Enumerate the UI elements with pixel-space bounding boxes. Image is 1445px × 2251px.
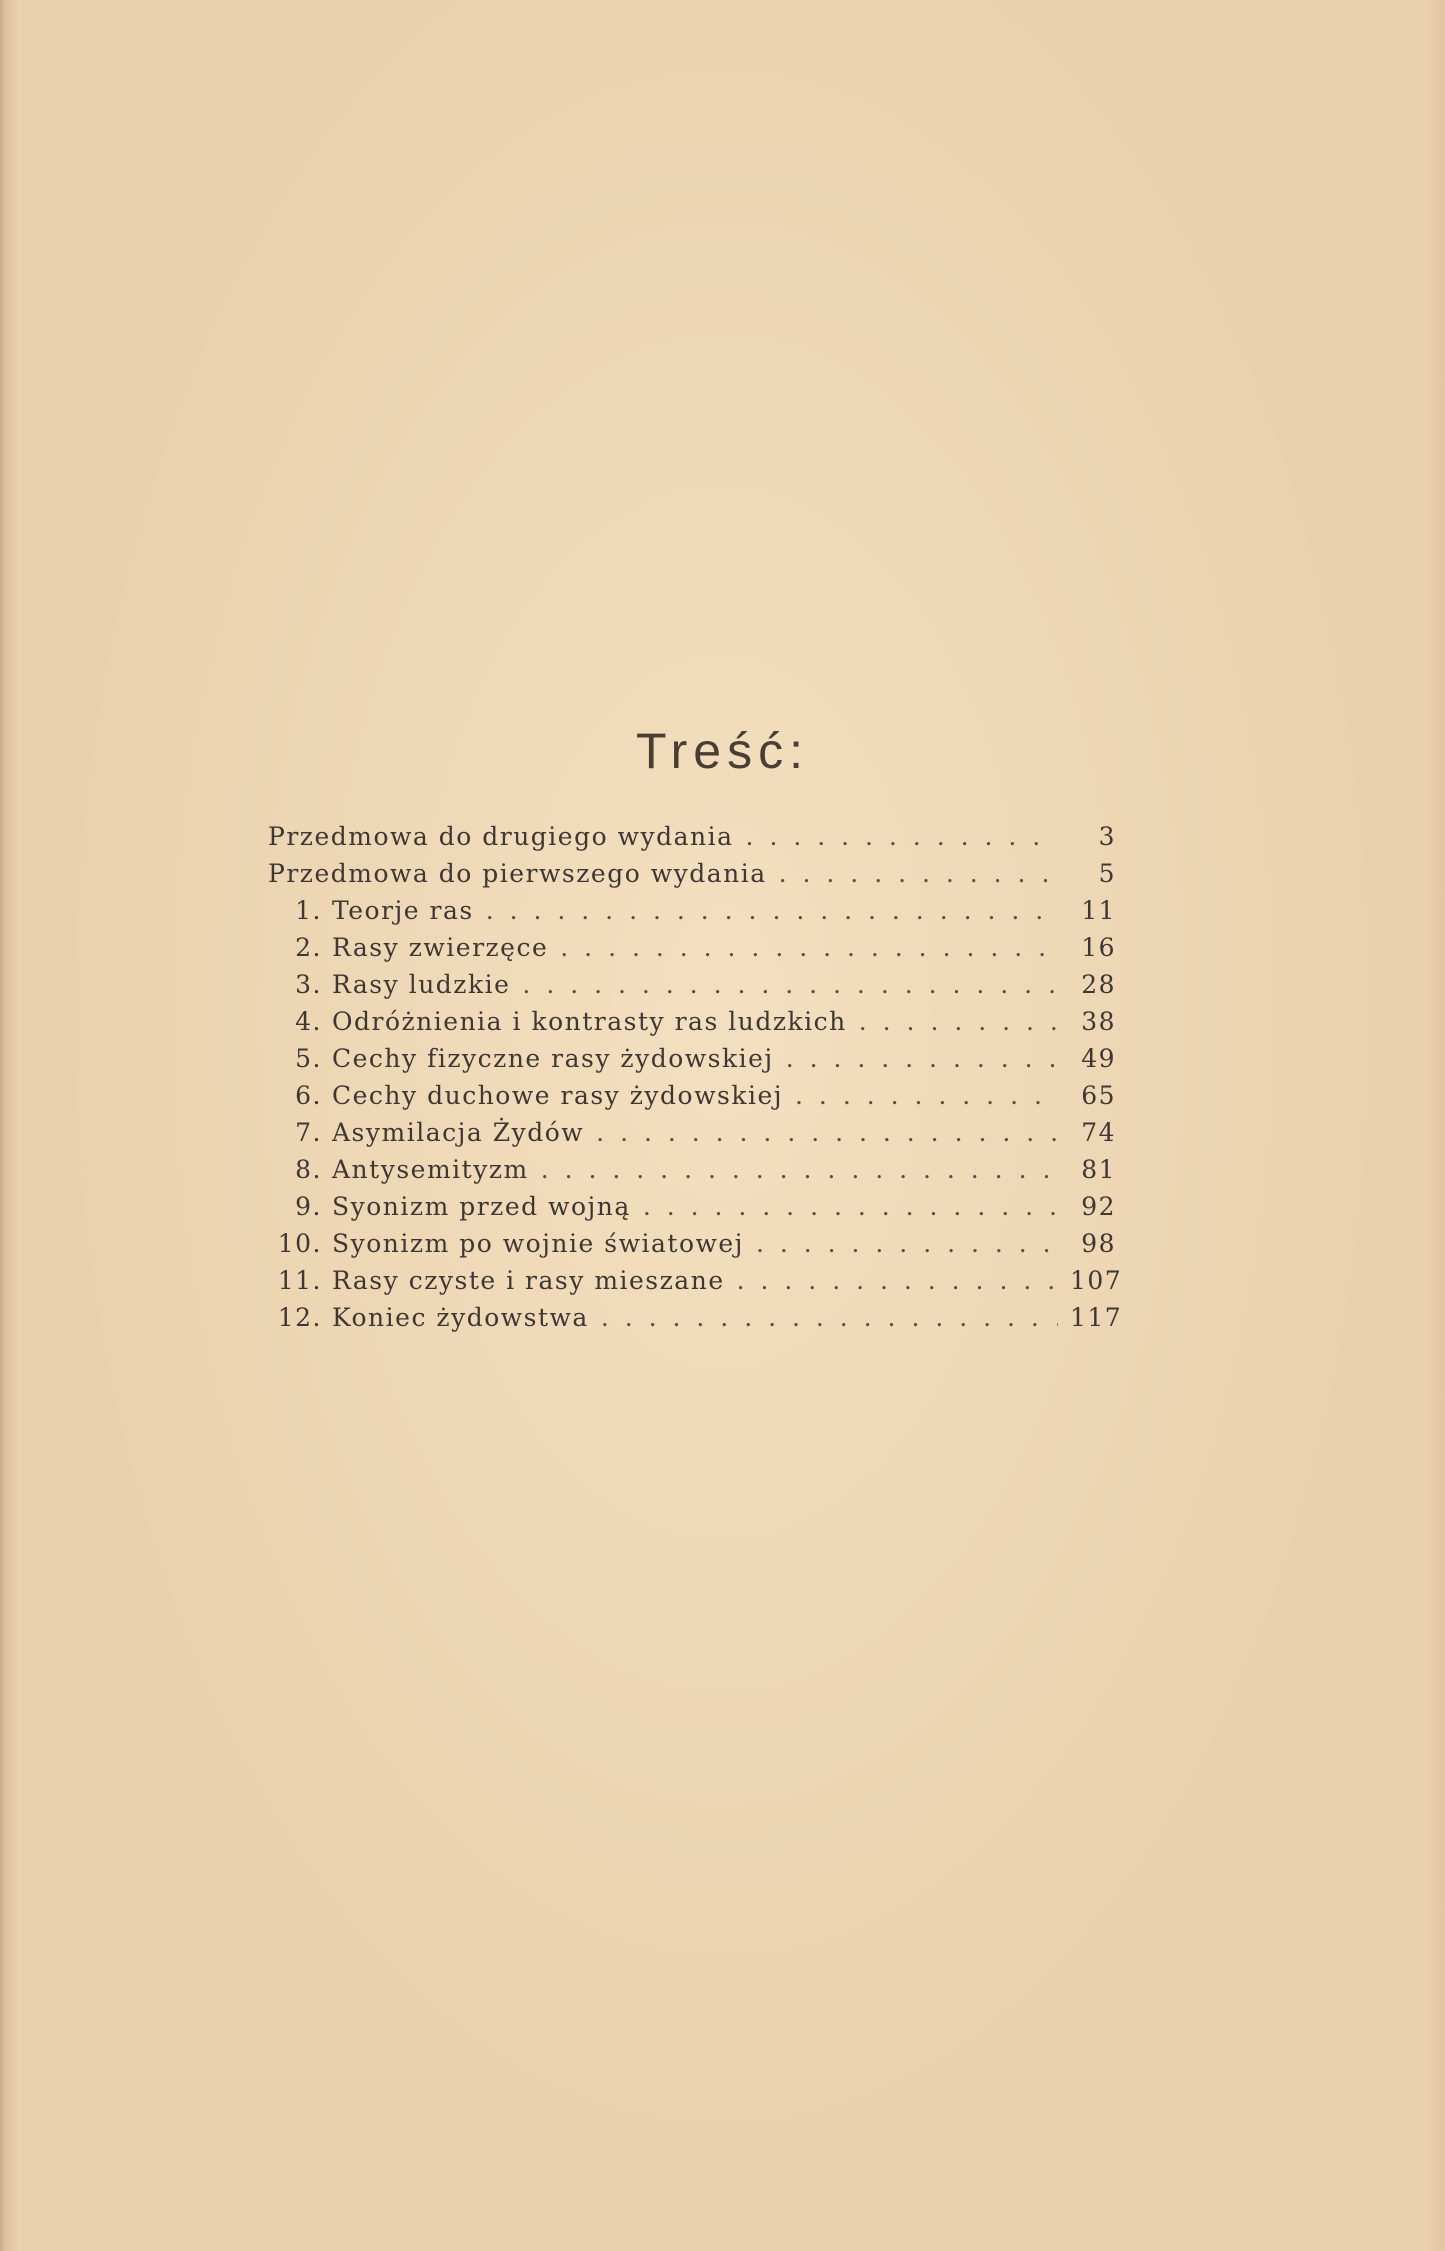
- toc-entry-page: 5: [1098, 859, 1116, 888]
- toc-entry-number: 9.: [295, 1192, 322, 1221]
- toc-entry-label: Antysemityzm: [332, 1155, 529, 1184]
- toc-entry-label: Odróżnienia i kontrasty ras ludzkich: [332, 1007, 847, 1036]
- toc-entry-label: Przedmowa do pierwszego wydania: [268, 859, 767, 888]
- dot-leader: [786, 1040, 1058, 1077]
- toc-entry-page: 3: [1098, 822, 1116, 851]
- dot-leader: [779, 855, 1058, 892]
- toc-entry-label: Rasy czyste i rasy mieszane: [332, 1266, 725, 1295]
- toc-entry-number: 8.: [295, 1155, 322, 1184]
- toc-entry-page: 11: [1081, 896, 1116, 925]
- dot-leader: [737, 1262, 1058, 1299]
- toc-entry-label: Koniec żydowstwa: [332, 1303, 589, 1332]
- toc-entry-page: 28: [1081, 970, 1116, 999]
- toc-entry-label: Rasy ludzkie: [332, 970, 511, 999]
- toc-entry: [268, 1077, 1116, 1114]
- toc-entry-page: 65: [1081, 1081, 1116, 1110]
- toc-entry: [268, 1225, 1116, 1262]
- toc-entry-page: 117: [1070, 1303, 1123, 1332]
- toc-entry: [268, 1188, 1116, 1225]
- toc-entry-number: 1.: [295, 896, 322, 925]
- toc-entry: [268, 855, 1116, 892]
- dot-leader: [560, 929, 1058, 966]
- toc-entry: [268, 966, 1116, 1003]
- toc-entry-page: 98: [1081, 1229, 1116, 1258]
- toc-entry-number: 7.: [295, 1118, 322, 1147]
- toc-entry-page: 16: [1081, 933, 1116, 962]
- toc-entry-label: Przedmowa do drugiego wydania: [268, 822, 734, 851]
- toc-entry: [268, 1040, 1116, 1077]
- toc-entry-label: Syonizm po wojnie światowej: [332, 1229, 744, 1258]
- toc-entry-number: 10.: [277, 1229, 322, 1258]
- toc-entry-page: 38: [1081, 1007, 1116, 1036]
- table-of-contents: [268, 818, 1123, 1336]
- dot-leader: [643, 1188, 1058, 1225]
- toc-entry-number: 6.: [295, 1081, 322, 1110]
- dot-leader: [596, 1114, 1058, 1151]
- toc-entry-number: 4.: [295, 1007, 322, 1036]
- toc-entry-page: 81: [1081, 1155, 1116, 1184]
- toc-entry-number: 11.: [277, 1266, 322, 1295]
- toc-entry-label: Cechy duchowe rasy żydowskiej: [332, 1081, 784, 1110]
- toc-entry-page: 92: [1081, 1192, 1116, 1221]
- toc-entry: [268, 1114, 1116, 1151]
- toc-entry-page: 74: [1081, 1118, 1116, 1147]
- toc-entry-number: 3.: [295, 970, 322, 999]
- toc-entry: [268, 892, 1116, 929]
- dot-leader: [756, 1225, 1058, 1262]
- dot-leader: [859, 1003, 1058, 1040]
- toc-entry-label: Syonizm przed wojną: [332, 1192, 631, 1221]
- dot-leader: [522, 966, 1058, 1003]
- toc-entry-label: Teorje ras: [332, 896, 474, 925]
- toc-entry: [268, 1299, 1123, 1336]
- toc-entry-label: Asymilacja Żydów: [332, 1118, 585, 1147]
- toc-entry-page: 107: [1070, 1266, 1123, 1295]
- toc-entry-label: Cechy fizyczne rasy żydowskiej: [332, 1044, 774, 1073]
- toc-entry-number: 2.: [295, 933, 322, 962]
- toc-entry-number: 5.: [295, 1044, 322, 1073]
- toc-entry: [268, 1262, 1123, 1299]
- toc-entry: [268, 1151, 1116, 1188]
- dot-leader: [795, 1077, 1058, 1114]
- toc-entry-number: 12.: [277, 1303, 322, 1332]
- toc-entry-label: Rasy zwierzęce: [332, 933, 549, 962]
- toc-entry: [268, 818, 1116, 855]
- dot-leader: [486, 892, 1058, 929]
- dot-leader: [746, 818, 1058, 855]
- toc-title: Treść:: [635, 723, 810, 779]
- dot-leader: [541, 1151, 1058, 1188]
- dot-leader: [601, 1299, 1058, 1336]
- toc-entry: [268, 1003, 1116, 1040]
- toc-entry: [268, 929, 1116, 966]
- toc-entry-page: 49: [1081, 1044, 1116, 1073]
